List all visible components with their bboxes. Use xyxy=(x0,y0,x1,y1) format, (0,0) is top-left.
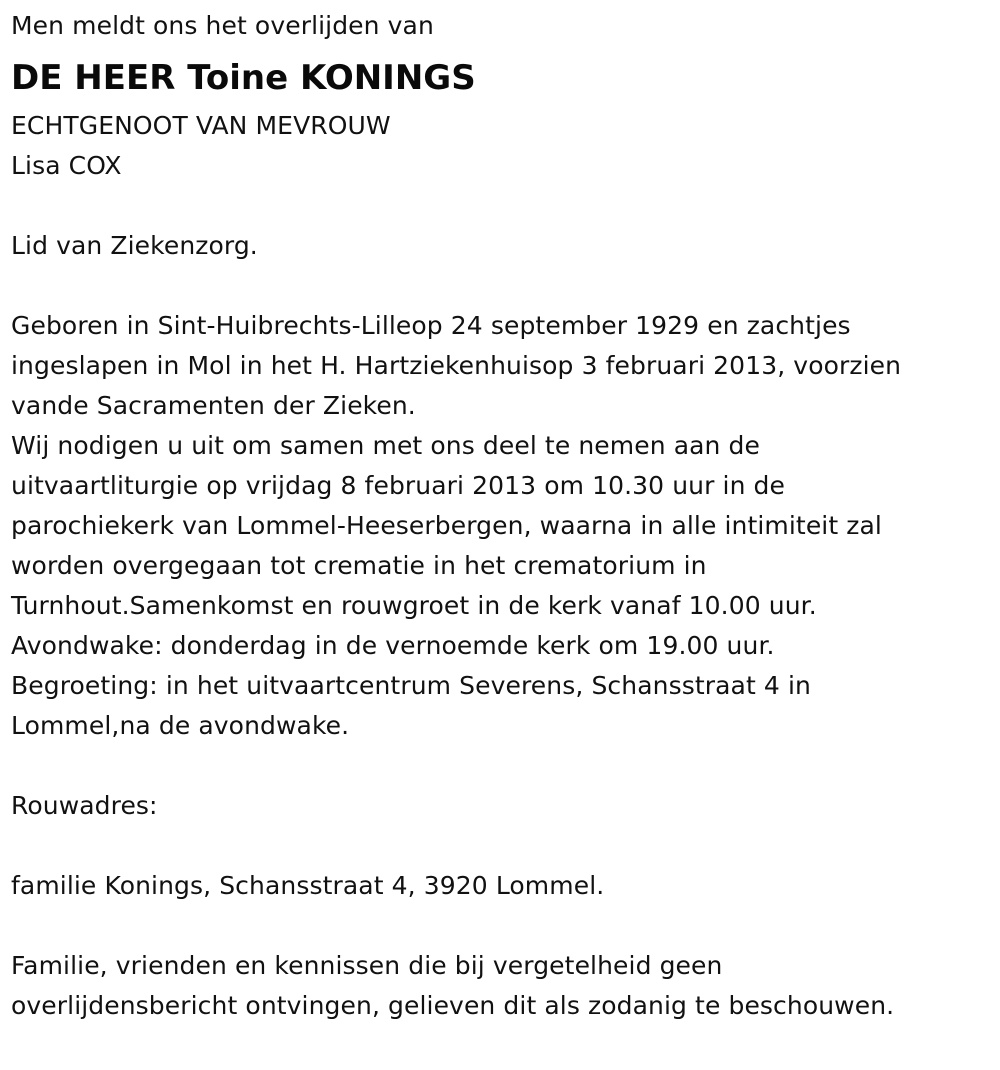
spouse-label: ECHTGENOOT VAN MEVROUW xyxy=(11,111,391,140)
intro-line: Men meldt ons het overlijden van xyxy=(11,11,434,40)
closing-paragraph xyxy=(11,946,991,1026)
spacer xyxy=(11,266,991,306)
closing-line: overlijdensbericht ontvingen, gelieven dit als zodanig te beschouwen. xyxy=(11,991,895,1020)
body-line: Wij nodigen u uit om samen met ons deel te nemen aan de xyxy=(11,431,760,460)
deceased-name: DE HEER Toine KONINGS xyxy=(11,58,476,98)
body-line: Turnhout.Samenkomst en rouwgroet in de kerk vanaf 10.00 uur. xyxy=(11,591,817,620)
body-line: ingeslapen in Mol in het H. Hartziekenhuisop 3 februari 2013, voorzien xyxy=(11,351,902,380)
membership-line: Lid van Ziekenzorg. xyxy=(11,231,258,260)
body-line: Avondwake: donderdag in de vernoemde kerk om 19.00 uur. xyxy=(11,631,775,660)
body-line: Geboren in Sint-Huibrechts-Lilleop 24 september 1929 en zachtjes xyxy=(11,311,851,340)
body-line: uitvaartliturgie op vrijdag 8 februari 2013 om 10.30 uur in de xyxy=(11,471,786,500)
spacer xyxy=(11,826,991,866)
spouse-name: Lisa COX xyxy=(11,151,122,180)
body-line: vande Sacramenten der Zieken. xyxy=(11,391,416,420)
obituary-notice xyxy=(11,6,991,1026)
spacer xyxy=(11,186,991,226)
closing-line: Familie, vrienden en kennissen die bij vergetelheid geen xyxy=(11,951,723,980)
body-paragraph xyxy=(11,306,991,746)
body-line: Begroeting: in het uitvaartcentrum Severens, Schansstraat 4 in xyxy=(11,671,811,700)
spacer xyxy=(11,746,991,786)
spacer xyxy=(11,906,991,946)
body-line: worden overgegaan tot crematie in het crematorium in xyxy=(11,551,707,580)
address-label: Rouwadres: xyxy=(11,791,158,820)
address-line: familie Konings, Schansstraat 4, 3920 Lommel. xyxy=(11,871,605,900)
body-line: Lommel,na de avondwake. xyxy=(11,711,350,740)
body-line: parochiekerk van Lommel-Heeserbergen, waarna in alle intimiteit zal xyxy=(11,511,882,540)
